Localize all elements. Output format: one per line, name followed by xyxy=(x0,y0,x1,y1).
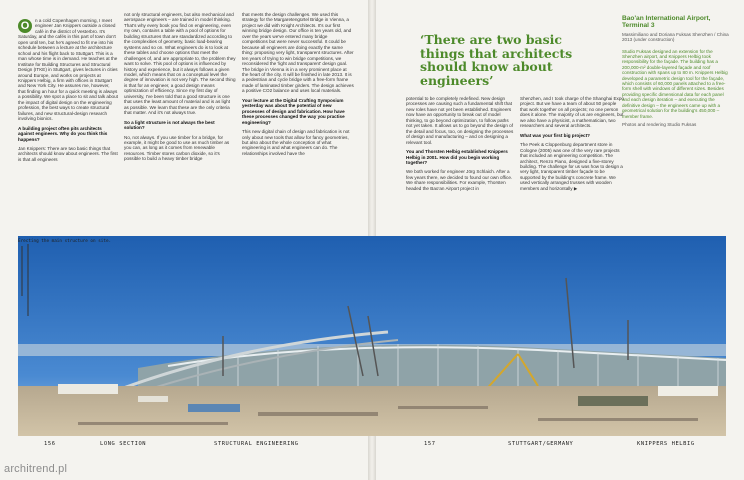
left-column-3 xyxy=(242,12,354,230)
watermark: architrend.pl xyxy=(4,463,68,475)
photo-caption: Erecting the main structure on site. xyxy=(18,239,112,244)
interview-answer: No, not always. If you use timber for a bridge, for example, it might be good to use as much timber as you can, as long as it comes from renewable resources. Timber stores carbon dioxide, so it's possible to build a heavy timber bridge xyxy=(124,134,230,162)
photo-credit: Photos and rendering Studio Fuksas xyxy=(622,121,697,127)
photo-illustration xyxy=(18,236,726,436)
interview-answer: This new digital chain of design and fabrication is not only about new tools that allow for fancy geometries, but also about the whole conception of what engineering is and what engineers can do. The relationships involved have the xyxy=(242,129,350,156)
paragraph: that meets the design challenges. We used this strategy for the Margaretengürtel Bridge in Vienna, a project we did with Knight Architects. It's our first winning bridge design. Our office is ten years old, and over the years we've entered many bridge competitions but were never successful. It could be because all engineers are doing exactly the same thing: proposing very light, transparent structures. After ten years of trying to win bridge competitions, we reconsidered the 'light and transparent' design goal. The bridge in Vienna is in a very prominent place at the heart of the city. It will be finished in late 2013. It is a pedestrian and cycle bridge with a free-form frame made of laminated timber girders. The design achieves a positive CO2 balance and uses local materials. xyxy=(242,12,354,94)
interview-question: A building project often pits architects against engineers. Why do you think this happens? xyxy=(18,125,108,142)
interview-question: What was your first big project? xyxy=(520,132,590,138)
left-column-1 xyxy=(18,18,118,230)
project-sidebar xyxy=(622,15,732,130)
interview-answer: Jan Knippers: There are two basic things that architects should know about engineers. The first is that all engineers xyxy=(18,145,118,162)
sidebar-title: Bao'an International Airport, Terminal 3 xyxy=(622,15,711,30)
page-number-left: 156 xyxy=(44,441,56,447)
interview-question: So a light structure is not always the best solution? xyxy=(124,119,215,131)
left-column-2 xyxy=(124,12,236,224)
firm-label: KNIPPERS HELBIG xyxy=(637,441,695,447)
paragraph: Shenzhen, and I took charge of the Shanghai Expo project. But we have a team of about 50 people that work together on all projects; no one person does it alone. The majority of us are engineers, but we also have a physicist, a mathematician, two researchers and several architects. xyxy=(520,96,624,129)
construction-site-photo xyxy=(18,236,726,436)
paragraph: not only structural engineers, but also mechanical and aerospace engineers – are trained in model thinking. That's why every book you find on engineering, even my own, contains a table with a pool of options for building structures that are standardized according to the complexities of geometry, basic load-bearing systems and so on. What engineers do is to look at these tables and choose options that meet the challenges of, and are appropriate to, the problem they want to solve. This pool of options is influenced by history and experience, but it always follows a given model, which means that on a conceptual level the degree of innovation is not very high. The second thing is that for an engineer, a good design means optimization of efficiency. Since my first day of university, I've been told that a good structure is one that uses the least amount of material and is as light as possible. We learn that these are the only criteria that matter. And it's not always true. xyxy=(124,12,236,116)
interview-question: Your lecture at the Digital Crafting Symposium yesterday was about the potential of new processes of design and fabrication. How have these processes changed the way you practise engineering? xyxy=(242,97,345,125)
interview-question: You and Thorsten Helbig established Knippers Helbig in 2001. How did you begin working together? xyxy=(406,149,508,165)
pull-quote: ‘There are two basic things that architects should know about engineers’ xyxy=(420,32,573,88)
page-number-right: 157 xyxy=(424,441,436,447)
sidebar-paragraph: Studio Fuksas designed an extension for the Shenzhen airport, and Knippers Helbig took responsibility for the façade. The building has a 200,000-m² double-layered façade and roof construction with spans up to 80 m. Knippers Helbig developed a parametric design tool for the façade, which consists of 60,000 panels attached to a free-form shell with windows of different sizes. Besides providing specific dimensional data for each panel and each design iteration – and executing the definitive design – the engineers came up with a geometrical solution for the building's 450,000 –member frame. xyxy=(622,48,728,119)
topic-label: STRUCTURAL ENGINEERING xyxy=(214,441,299,447)
drop-cap: O xyxy=(18,19,32,33)
section-label: LONG SECTION xyxy=(100,441,147,447)
right-column-2 xyxy=(520,96,624,234)
interview-answer: The Peek & Cloppenburg department store in Cologne (2005) was one of the very rare projects that included an engineering competition. The architect, Renzo Piano, designed a five-storey building. The challenge for us was how to design a very light, transparent timber façade to be supported by the building's concrete frame. We used vertically arranged trusses with wooden members and horizontally ▶ xyxy=(520,142,623,191)
paragraph: potential to be completely redefined. New design processes are causing such a fundamental shift that new roles have not yet been established. Engineers now have an opportunity to break out of model thinking, to go beyond optimization, to follow paths not yet taken. It allows us to go beyond the design of the detail and focus, too, on designing the processes of design and manufacturing – and on designing a relevant tool. xyxy=(406,96,514,145)
location-label: STUTTGART/GERMANY xyxy=(508,441,574,447)
right-column-1 xyxy=(406,96,514,234)
paragraph: n a cold Copenhagen morning, I meet engineer Jan Knippers outside a closed café in the district of Vesterbro. It's Saturday, and the cafés in this part of town don't open until ten, but he's agreed to fit me into his schedule between a lecture at the architecture school and his flight back to Stuttgart. This is a man whose time is in demand. He teaches at the Institute for Building Structures and Structural Design (ITKE) in Stuttgart, gives lectures in cities around Europe, and works on projects at Knippers Helbig, a firm with offices in Stuttgart and New York City. He assures me, however, that finding an hour for a quick meeting is always a possibility. We spot a place to sit and talk about the impact of digital design on the engineering profession, the best ways to create structural failures, and new structural-design research involving bionics. xyxy=(18,18,118,122)
interview-answer: We both worked for engineer Jörg Schlaich. After a few years there, we decided to found our own office. We share responsibilities. For example, Thorsten headed the Bao'an Airport project in xyxy=(406,169,513,191)
sidebar-meta: Massimiliano and Doriana Fuksas Shenzhen / China 2013 (under construction) xyxy=(622,31,729,43)
